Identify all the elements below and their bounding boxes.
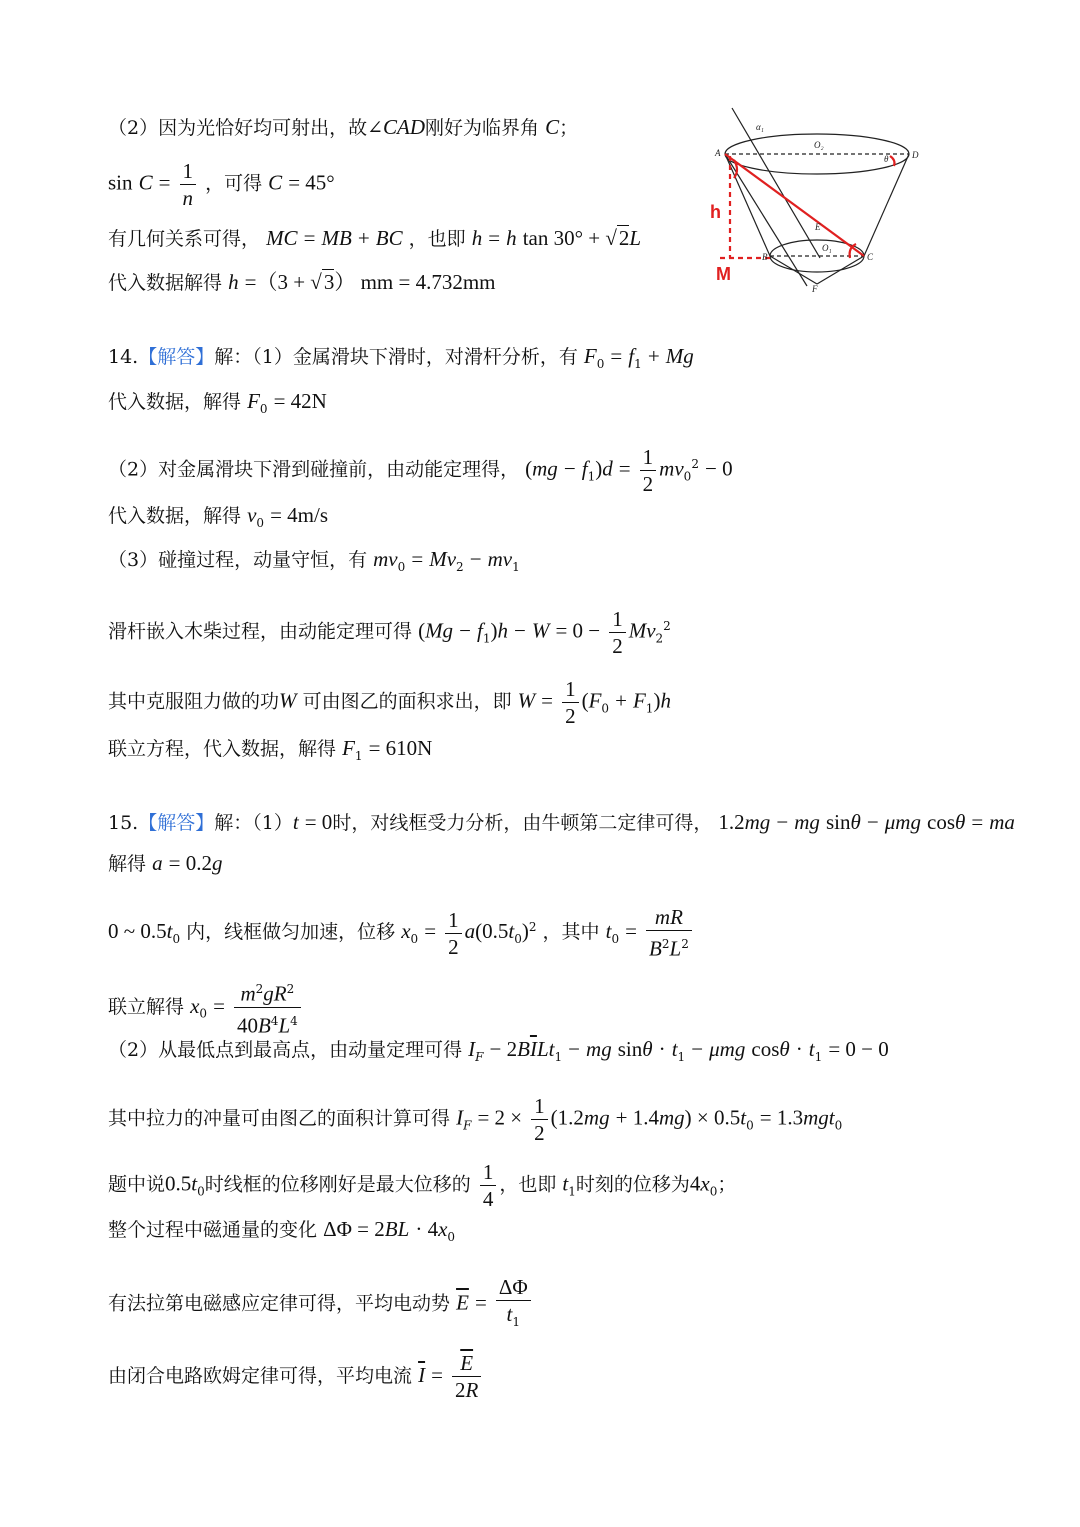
p2-geom-line: 有几何关系可得， MC = MB + BC ，也即 h = h tan 30° + √2L: [108, 226, 642, 250]
p2-title: （2）因为光恰好均可射出，故∠CAD刚好为临界角 C；: [108, 115, 579, 139]
q15-line6: 其中拉力的冲量可由图乙的面积计算可得 $I_F = 2$ × $\frac{1}{2}$ $(1.2mg + 1.4mg) \times 0.5t_0 = 1.3mgt_0$: [108, 1094, 843, 1145]
cone-right-edge: [864, 154, 909, 256]
p2-result-line: 代入数据解得 h =（3 + √3） mm = 4.732mm: [108, 270, 496, 294]
label-theta: θ: [884, 154, 889, 164]
q14-line3: （2）对金属滑块下滑到碰撞前，由动能定理得， $(mg - f_1)d$ = $\frac{1}{2}$ $mv_0^2 - 0$: [108, 445, 733, 496]
q15-line7: 题中说$0.5t_0$时线框的位移刚好是最大位移的 $\frac{1}{4}$ ，也即 $t_1$时刻的位移为$4x_0$；: [108, 1160, 737, 1211]
q15-tag: 【解答】: [138, 812, 215, 834]
q15-line10: 由闭合电路欧姆定律可得，平均电流 $\overline{I}$ = $\frac{\overline{E}}{2R}$: [108, 1350, 484, 1404]
line-BF: [770, 256, 817, 284]
q15-line2: 解得 a = 0.2g: [108, 851, 223, 875]
q15-line8: 整个过程中磁通量的变化 $\Delta\Phi = 2BL \cdot 4x_0$: [108, 1217, 456, 1244]
q14-tag: 【解答】: [138, 346, 215, 368]
p2-sin-line: sin C = $\frac{1}{n}$ ，可得 C = 45°: [108, 159, 335, 210]
q15-line3: 0 ~ $0.5t_0$ 内，线框做匀加速，位移 $x_0$ = $\frac{1}{2}$ $a(0.5t_0)^2$ ，其中 $t_0$ = $\frac{mR}{B^2L^2}$: [108, 904, 695, 962]
label-alpha1: α₁: [756, 122, 764, 132]
q14-line4: 代入数据，解得 $v_0 = 4m/s$: [108, 503, 329, 530]
label-D: D: [912, 150, 919, 160]
cone-diagram: [712, 108, 924, 293]
red-ray-AC: [725, 154, 864, 256]
q15-line5: （2）从最低点到最高点，由动量定理可得 $I_F - 2B\overline{I}Lt_1$ − mg $\sin\theta \cdot t_1 - \mu mg$ $\cos\theta \cdot t_1 = 0 - 0$: [108, 1037, 889, 1064]
q15-line9: 有法拉第电磁感应定律可得，平均电动势 $\overline{E}$ = $\frac{\Delta\Phi}{t_1}$: [108, 1274, 534, 1335]
q14-line7: 其中克服阻力做的功W 可由图乙的面积求出，即 W = $\frac{1}{2}$ $(F_0 + F_1)h$: [108, 677, 671, 728]
label-h-red: h: [710, 202, 721, 222]
q15-line4: 联立解得 $x_0$ = $\frac{m^2gR^2}{40B^4L^4}$: [108, 976, 304, 1040]
label-F: F: [812, 284, 818, 294]
label-O1: O₁: [822, 243, 832, 253]
label-O2: O₂: [814, 140, 824, 150]
q14-line6: 滑杆嵌入木柴过程，由动能定理可得 $(Mg - f_1)h - W = 0$ − $\frac{1}{2}$ $Mv_2^2$: [108, 607, 671, 658]
line-CF: [817, 256, 864, 284]
q14-line1: 14.【解答】解：（1）金属滑块下滑时，对滑杆分析，有 $F_0 = f_1 + Mg$: [108, 344, 694, 371]
label-A: A: [715, 148, 721, 158]
q15-line1: 15.【解答】解：（1）t = 0时，对线框受力分析，由牛顿第二定律可得， 1.2mg − mg sinθ − μmg cosθ = ma: [108, 810, 1015, 834]
label-E: E: [815, 222, 821, 232]
q14-line8: 联立方程，代入数据，解得 $F_1 = 610N$: [108, 736, 433, 763]
label-C: C: [867, 252, 874, 262]
q14-line5: （3）碰撞过程，动量守恒，有 $mv_0 = Mv_2 - mv_1$: [108, 547, 520, 574]
label-B: B: [762, 252, 768, 262]
q14-line2: 代入数据，解得 $F_0 = 42N$: [108, 389, 327, 416]
red-angle-arc-D: [890, 156, 895, 166]
label-M-red: M: [716, 264, 731, 284]
